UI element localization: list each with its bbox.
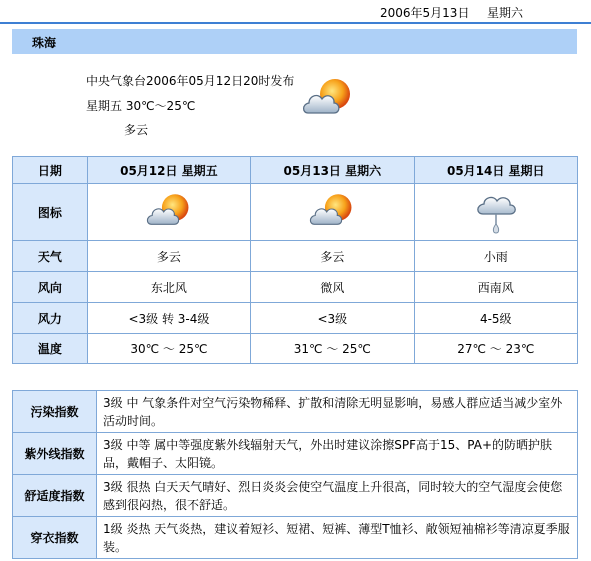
dressing-index-row xyxy=(13,517,578,559)
light-rain-icon xyxy=(473,192,519,230)
day3-icon-cell xyxy=(414,184,577,241)
pollution-index-label: 污染指数 xyxy=(13,391,97,433)
day-header-2: 05月13日 星期六 xyxy=(251,157,414,184)
dressing-index-text: 1级 炎热 天气炎热，建议着短衫、短裙、短裤、薄型T恤衫、敞领短袖棉衫等清凉夏季服装。 xyxy=(97,517,578,559)
weather-row-label: 天气 xyxy=(13,241,88,272)
comfort-index-row xyxy=(13,475,578,517)
forecast-table xyxy=(12,156,578,364)
partly-cloudy-icon xyxy=(302,77,354,117)
uv-index-text: 3级 中等 属中等强度紫外线辐射天气，外出时建议涂擦SPF高于15、PA+的防晒护肤品，戴帽子、太阳镜。 xyxy=(97,433,578,475)
day2-wind-direction: 微风 xyxy=(251,272,414,303)
wind-direction-row xyxy=(13,272,578,303)
day2-temperature: 31℃ ～ 25℃ xyxy=(251,334,414,364)
dressing-index-label: 穿衣指数 xyxy=(13,517,97,559)
comfort-index-text: 3级 很热 白天天气晴好、烈日炎炎会使空气温度上升很高，同时较大的空气湿度会使您感到很闷热，很不舒适。 xyxy=(97,475,578,517)
partly-cloudy-icon xyxy=(309,192,355,230)
top-divider xyxy=(0,22,591,24)
temperature-row xyxy=(13,334,578,364)
icon-row-label: 图标 xyxy=(13,184,88,241)
day-header-3: 05月14日 星期日 xyxy=(414,157,577,184)
day2-icon-cell xyxy=(251,184,414,241)
day3-wind-direction: 西南风 xyxy=(414,272,577,303)
temperature-row-label: 温度 xyxy=(13,334,88,364)
uv-index-row xyxy=(13,433,578,475)
day1-temperature: 30℃ ～ 25℃ xyxy=(87,334,250,364)
wind-force-row-label: 风力 xyxy=(13,303,88,334)
summary-day-temp: 星期五 30℃～25℃ xyxy=(86,99,196,113)
pollution-index-row xyxy=(13,391,578,433)
day-header-1: 05月12日 星期五 xyxy=(87,157,250,184)
day3-wind-force: 4-5级 xyxy=(414,303,577,334)
partly-cloudy-icon xyxy=(146,192,192,230)
day1-wind-direction: 东北风 xyxy=(87,272,250,303)
comfort-index-label: 舒适度指数 xyxy=(13,475,97,517)
current-weekday: 星期六 xyxy=(487,6,524,20)
day1-wind-force: <3级 转 3-4级 xyxy=(87,303,250,334)
wind-direction-row-label: 风向 xyxy=(13,272,88,303)
issue-info: 中央气象台2006年05月12日20时发布 xyxy=(86,74,295,88)
icon-row xyxy=(13,184,578,241)
city-banner xyxy=(12,29,577,54)
life-index-table xyxy=(12,390,578,559)
day2-weather: 多云 xyxy=(251,241,414,272)
day1-weather: 多云 xyxy=(87,241,250,272)
summary-weather: 多云 xyxy=(124,123,149,137)
date-column-label: 日期 xyxy=(13,157,88,184)
forecast-header-row xyxy=(13,157,578,184)
day2-wind-force: <3级 xyxy=(251,303,414,334)
wind-force-row xyxy=(13,303,578,334)
top-bar xyxy=(0,0,591,22)
day3-weather: 小雨 xyxy=(414,241,577,272)
day3-temperature: 27℃ ～ 23℃ xyxy=(414,334,577,364)
day1-icon-cell xyxy=(87,184,250,241)
uv-index-label: 紫外线指数 xyxy=(13,433,97,475)
current-date: 2006年5月13日 xyxy=(380,6,470,20)
city-name: 珠海 xyxy=(32,36,57,50)
pollution-index-text: 3级 中 气象条件对空气污染物稀释、扩散和清除无明显影响，易感人群应适当减少室外活动时间。 xyxy=(97,391,578,433)
weather-row xyxy=(13,241,578,272)
